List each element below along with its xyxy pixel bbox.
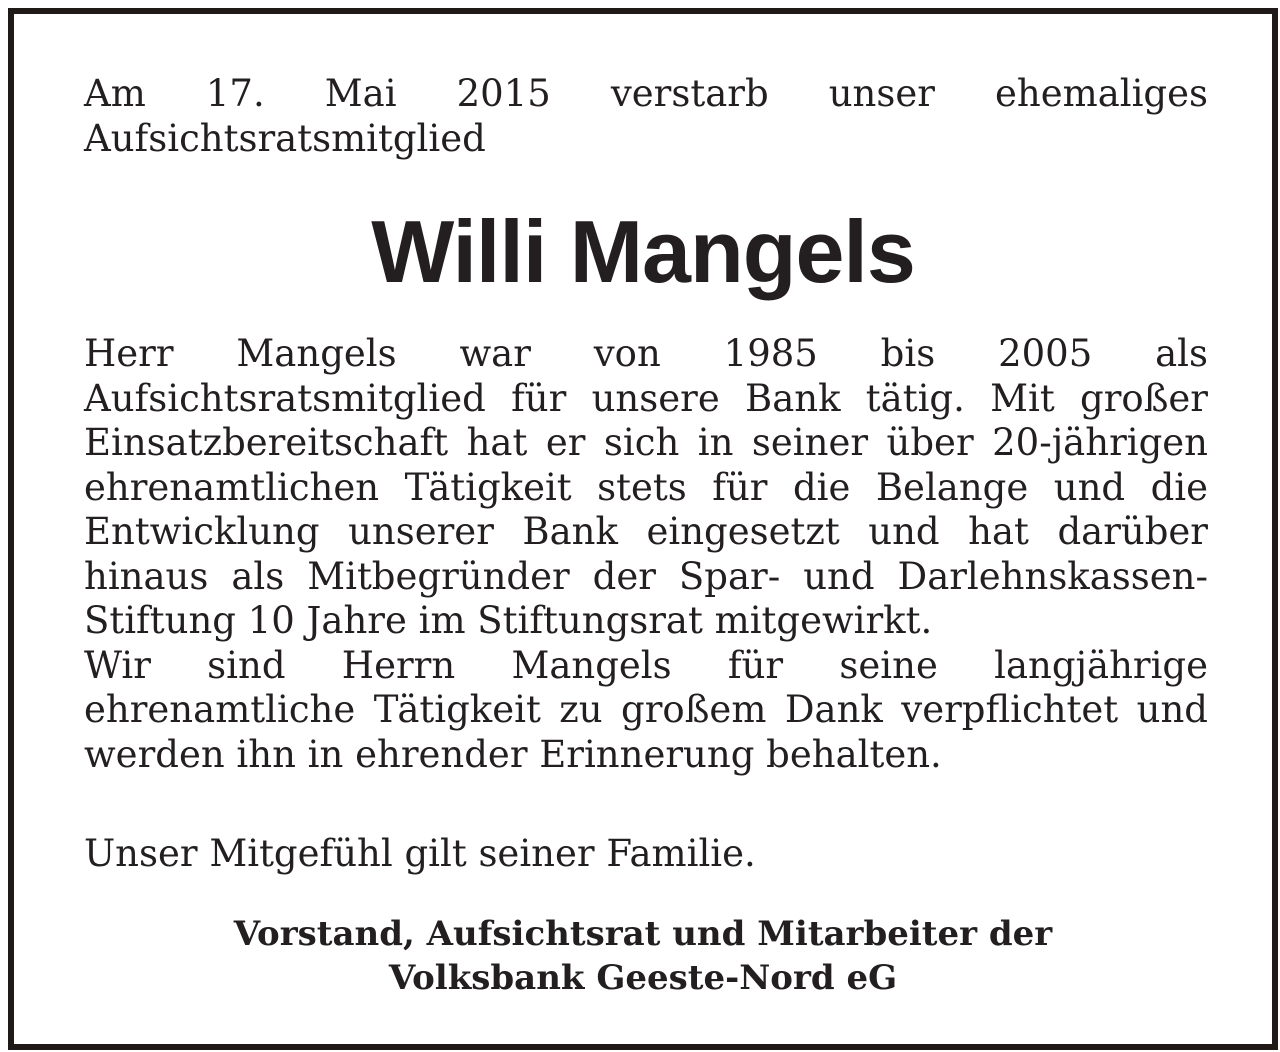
- obituary-notice: [8, 8, 1278, 1050]
- body-paragraph-2: Wir sind Herrn Mangels für seine langjährige ehrenamtliche Tätigkeit zu großem Dank verpflichtet und werden ihn in ehrender Erinnerung behalten.: [84, 643, 1208, 776]
- signature-line-2: Volksbank Geeste-Nord eG: [388, 958, 898, 998]
- signature-line-1: Vorstand, Aufsichtsrat und Mitarbeiter der: [233, 914, 1053, 954]
- condolence-line: Unser Mitgefühl gilt seiner Familie.: [84, 832, 756, 875]
- signature-block: [14, 912, 1272, 1000]
- deceased-name: Willi Mangels: [371, 202, 915, 301]
- intro-text: [84, 72, 1208, 161]
- intro-paragraph: Am 17. Mai 2015 verstarb unser ehemaliges Aufsichtsratsmitglied: [84, 72, 1208, 160]
- body-paragraph-1: Herr Mangels war von 1985 bis 2005 als Aufsichtsratsmitglied für unsere Bank tätig. Mit großer Einsatzbereitschaft hat er sich in seiner über 20-jährigen ehrenamtlichen Tätigkeit stets für die Belange und die Entwicklung unserer Bank eingesetzt und hat darüber hinaus als Mitbegründer der Spar- und Darlehnskassen-Stiftung 10 Jahre im Stiftungsrat mitgewirkt.: [84, 332, 1208, 642]
- body-text: [84, 332, 1208, 777]
